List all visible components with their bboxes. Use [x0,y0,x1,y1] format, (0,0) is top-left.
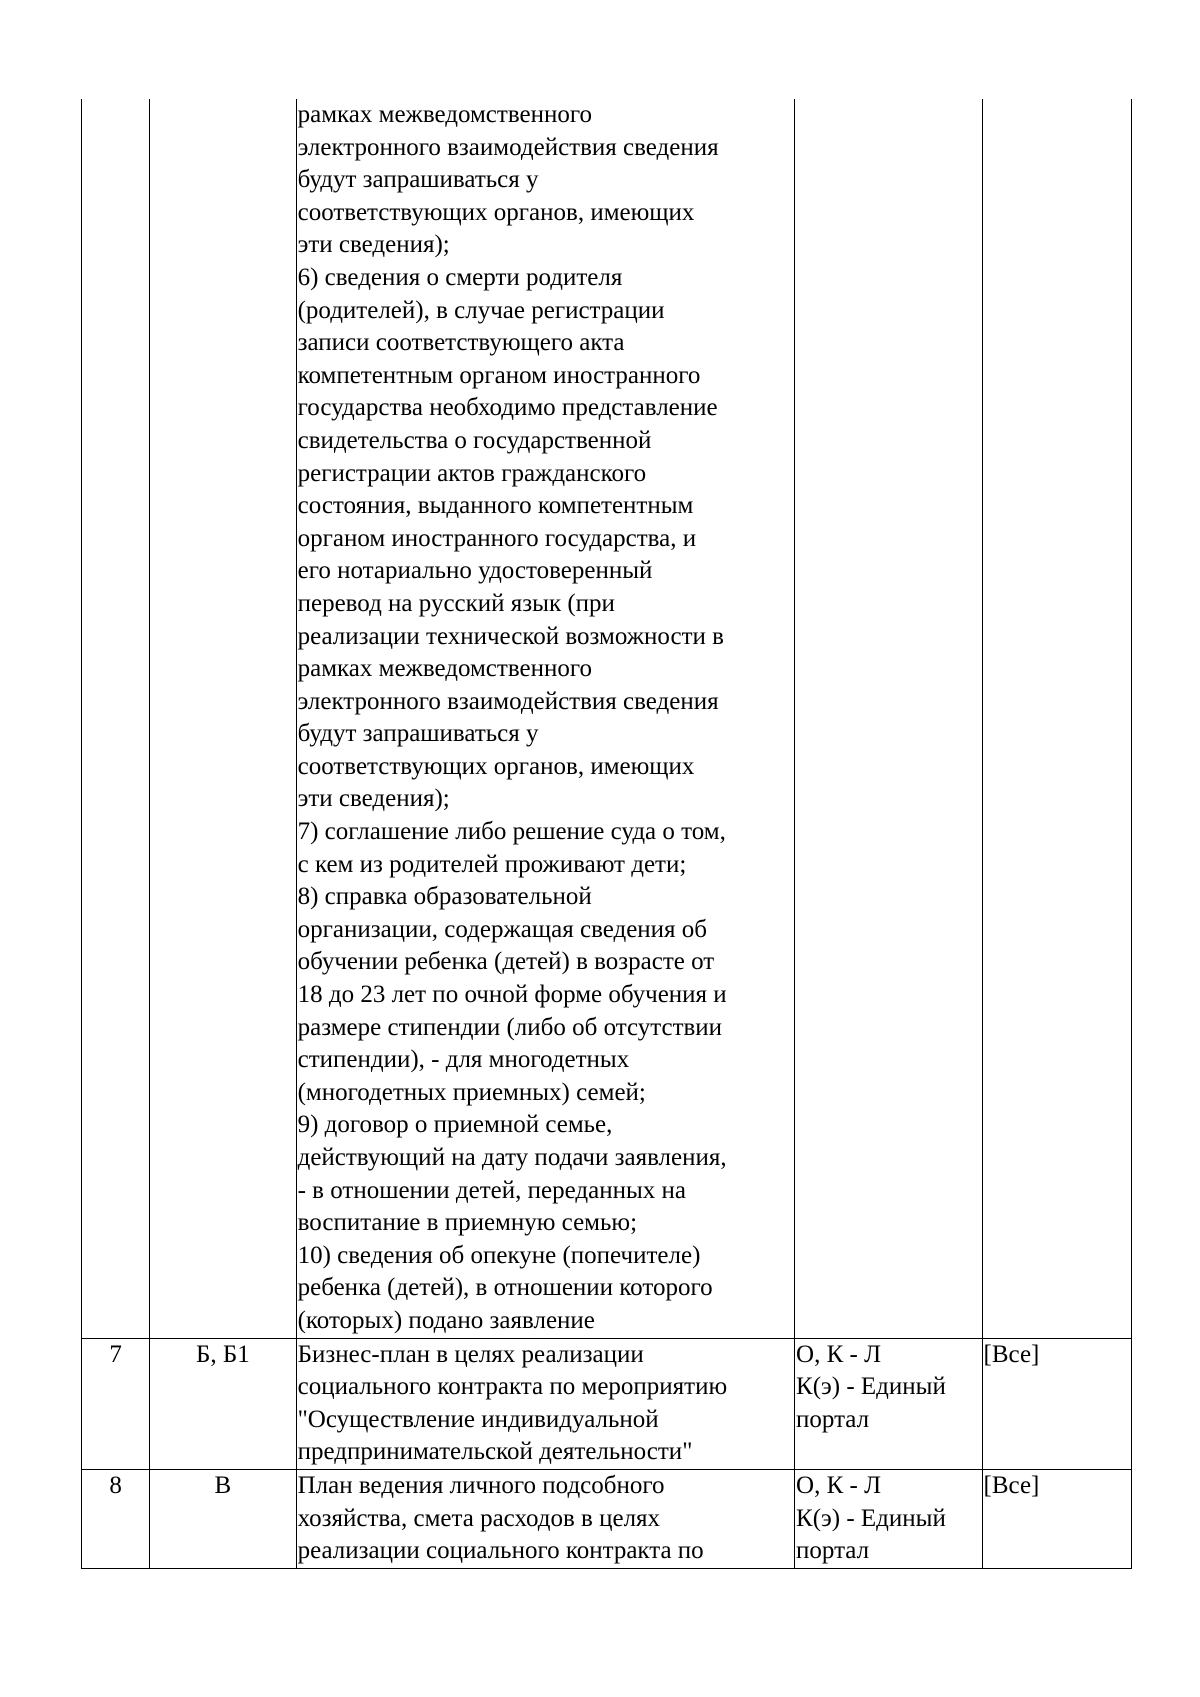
text-line: ребенка (детей), в отношении которого [297,1274,713,1302]
text-line: портал [796,1537,870,1565]
text-line: размере стипендии (либо об отсутствии [297,1013,723,1041]
text-line: рамках межведомственного [297,101,592,128]
text-line: электронного взаимодействия сведения [297,133,719,161]
text-line: обучении ребенка (детей) в возрасте от [297,948,715,976]
text-line: 8) справка образовательной [297,883,592,911]
row-submission-form [795,99,983,1338]
text-line: государства необходимо представление [297,394,718,422]
row-category [150,99,296,1338]
text-line: записи соответствующего акта [297,329,625,357]
row-scope: [Все] [982,1469,1131,1568]
row-document-text [296,1338,794,1469]
text-line: электронного взаимодействия сведения [297,687,719,715]
text-line: портал [796,1405,870,1433]
text-line: 10) сведения об опекуне (попечителе) [297,1241,701,1269]
row-document-text [296,99,794,1338]
text-line: организации, содержащая сведения об [297,915,708,943]
text-line: стипендии), - для многодетных [297,1046,630,1074]
text-line: эти сведения); [297,231,450,259]
text-line: перевод на русский язык (при [297,589,615,617]
text-line: его нотариально удостоверенный [297,557,653,585]
text-line: свидетельства о государственной [297,426,652,454]
text-line: реализации социального контракта по [297,1537,704,1565]
text-line: 6) сведения о смерти родителя [297,263,623,291]
row-submission-form [795,1338,983,1469]
text-line: будут запрашиваться у [297,166,539,194]
row-number: 8 [82,1469,150,1568]
text-line: 18 до 23 лет по очной форме обучения и [297,981,727,1009]
row-submission-form [795,1469,983,1568]
row-document-text [296,1469,794,1568]
row-number [82,99,150,1338]
text-line: состояния, выданного компетентным [297,492,694,520]
row-category: В [150,1469,296,1568]
text-line: с кем из родителей проживают дети; [297,850,687,878]
text-line: К(э) - Единый [796,1373,946,1401]
text-line: "Осуществление индивидуальной [297,1405,659,1433]
text-line: - в отношении детей, переданных на [297,1176,686,1204]
text-line: Бизнес-план в целях реализации [297,1340,644,1368]
text-line: соответствующих органов, имеющих [297,198,695,226]
text-line: (которых) подано заявление [297,1306,595,1334]
row-scope: [Все] [982,1338,1131,1469]
text-line: социального контракта по мероприятию [297,1373,728,1401]
text-line: эти сведения); [297,785,450,813]
row-number: 7 [82,1338,150,1469]
text-line: реализации технической возможности в [297,622,724,650]
row-category: Б, Б1 [150,1338,296,1469]
text-line: О, К - Л [796,1340,882,1368]
text-line: рамках межведомственного [297,655,592,683]
documents-table [81,99,1132,1569]
text-line: компетентным органом иностранного [297,361,701,389]
text-line: будут запрашиваться у [297,720,539,748]
text-line: предпринимательской деятельности" [297,1438,693,1466]
table-row [82,1469,1132,1568]
text-line: О, К - Л [796,1471,882,1499]
text-line: План ведения личного подсобного [297,1471,665,1499]
text-line: воспитание в приемную семью; [297,1209,638,1237]
text-line: 7) соглашение либо решение суда о том, [297,818,726,846]
text-line: К(э) - Единый [796,1504,946,1532]
text-line: (родителей), в случае регистрации [297,296,665,324]
table-row [82,99,1132,1338]
text-line: 9) договор о приемной семье, [297,1111,613,1139]
text-line: регистрации актов гражданского [297,459,647,487]
table-row [82,1338,1132,1469]
row-scope [982,99,1131,1338]
text-line: хозяйства, смета расходов в целях [297,1504,661,1532]
text-line: органом иностранного государства, и [297,524,697,552]
text-line: соответствующих органов, имеющих [297,752,695,780]
text-line: (многодетных приемных) семей; [297,1078,646,1106]
text-line: действующий на дату подачи заявления, [297,1144,727,1171]
